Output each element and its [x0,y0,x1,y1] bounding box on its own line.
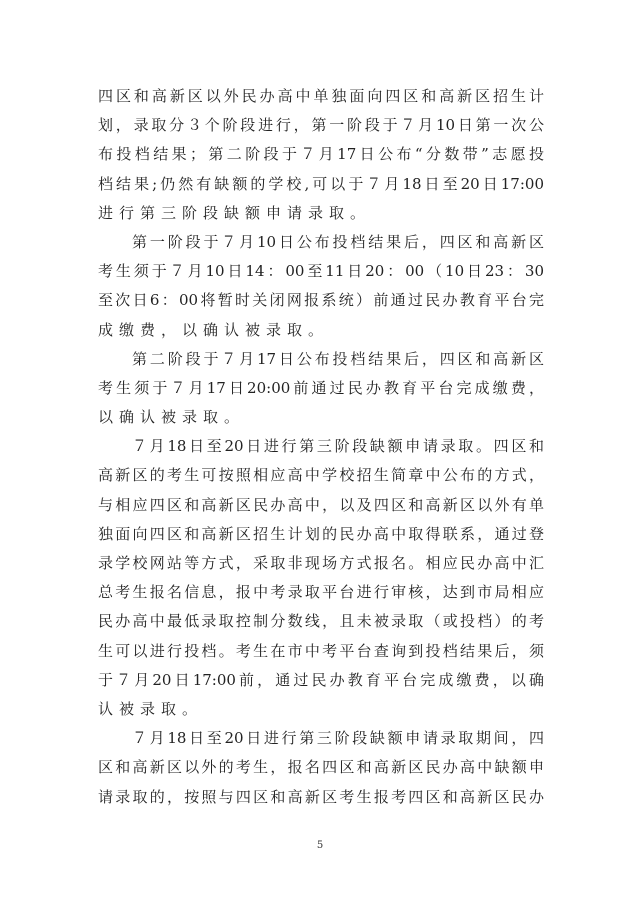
text-line: 划，录取分３个阶段进行，第一阶段于７月10日第一次公 [98,116,544,135]
text-line: 考生须于７月10日14：00至11日20：00（10日23：30 [98,262,544,281]
text-line: 四区和高新区以外民办高中单独面向四区和高新区招生计 [98,87,544,105]
text-line: 高新区的考生可按照相应高中学校招生简章中公布的方式， [98,466,544,485]
text-line: 考生须于７月17日20:00前通过民办教育平台完成缴费， [98,378,544,397]
text-line: 至次日6：00将暂时关闭网报系统）前通过民办教育平台完 [98,291,544,310]
paragraph-2 [98,228,544,345]
text-line: 总考生报名信息，报中考录取平台进行审核，达到市局相应 [98,583,544,602]
document-body [98,82,544,812]
paragraph-4 [98,432,544,724]
text-line: 第一阶段于７月10日公布投档结果后，四区和高新区 [132,232,544,251]
text-line: 独面向四区和高新区招生计划的民办高中取得联系，通过登 [98,524,544,543]
text-line: 请录取的，按照与四区和高新区考生报考四区和高新区民办 [98,787,544,806]
text-line: 生可以进行投档。考生在市中考平台查询到投档结果后，须 [98,641,544,660]
page-number: 5 [316,840,324,851]
text-line: 于７月20日17:00前，通过民办教育平台完成缴费，以确 [98,670,544,689]
text-line: 与相应四区和高新区民办高中，以及四区和高新区以外有单 [98,495,544,514]
text-line: 民办高中最低录取控制分数线，且未被录取（或投档）的考 [98,612,544,631]
text-line: 布投档结果；第二阶段于７月17日公布“分数带”志愿投 [98,145,544,164]
text-line: 以确认被录取。 [98,408,246,427]
paragraph-3 [98,345,544,433]
paragraph-5 [98,724,544,812]
paragraph-1 [98,82,544,228]
text-line: 区和高新区以外的考生，报名四区和高新区民办高中缺额申 [98,758,544,777]
text-line: ７月18日至20日进行第三阶段缺额申请录取。四区和 [132,437,544,456]
text-line: 第二阶段于７月17日公布投档结果后，四区和高新区 [132,349,544,368]
text-line: 录学校网站等方式，采取非现场方式报名。相应民办高中汇 [98,554,544,572]
text-line: 认被录取。 [98,699,204,718]
text-line: ７月18日至20日进行第三阶段缺额申请录取期间，四 [132,729,544,748]
text-line: 成缴费，以确认被录取。 [98,320,330,339]
text-line: 进行第三阶段缺额申请录取。 [98,203,372,222]
text-line: 档结果;仍然有缺额的学校,可以于７月18日至20日17:00 [98,174,544,193]
